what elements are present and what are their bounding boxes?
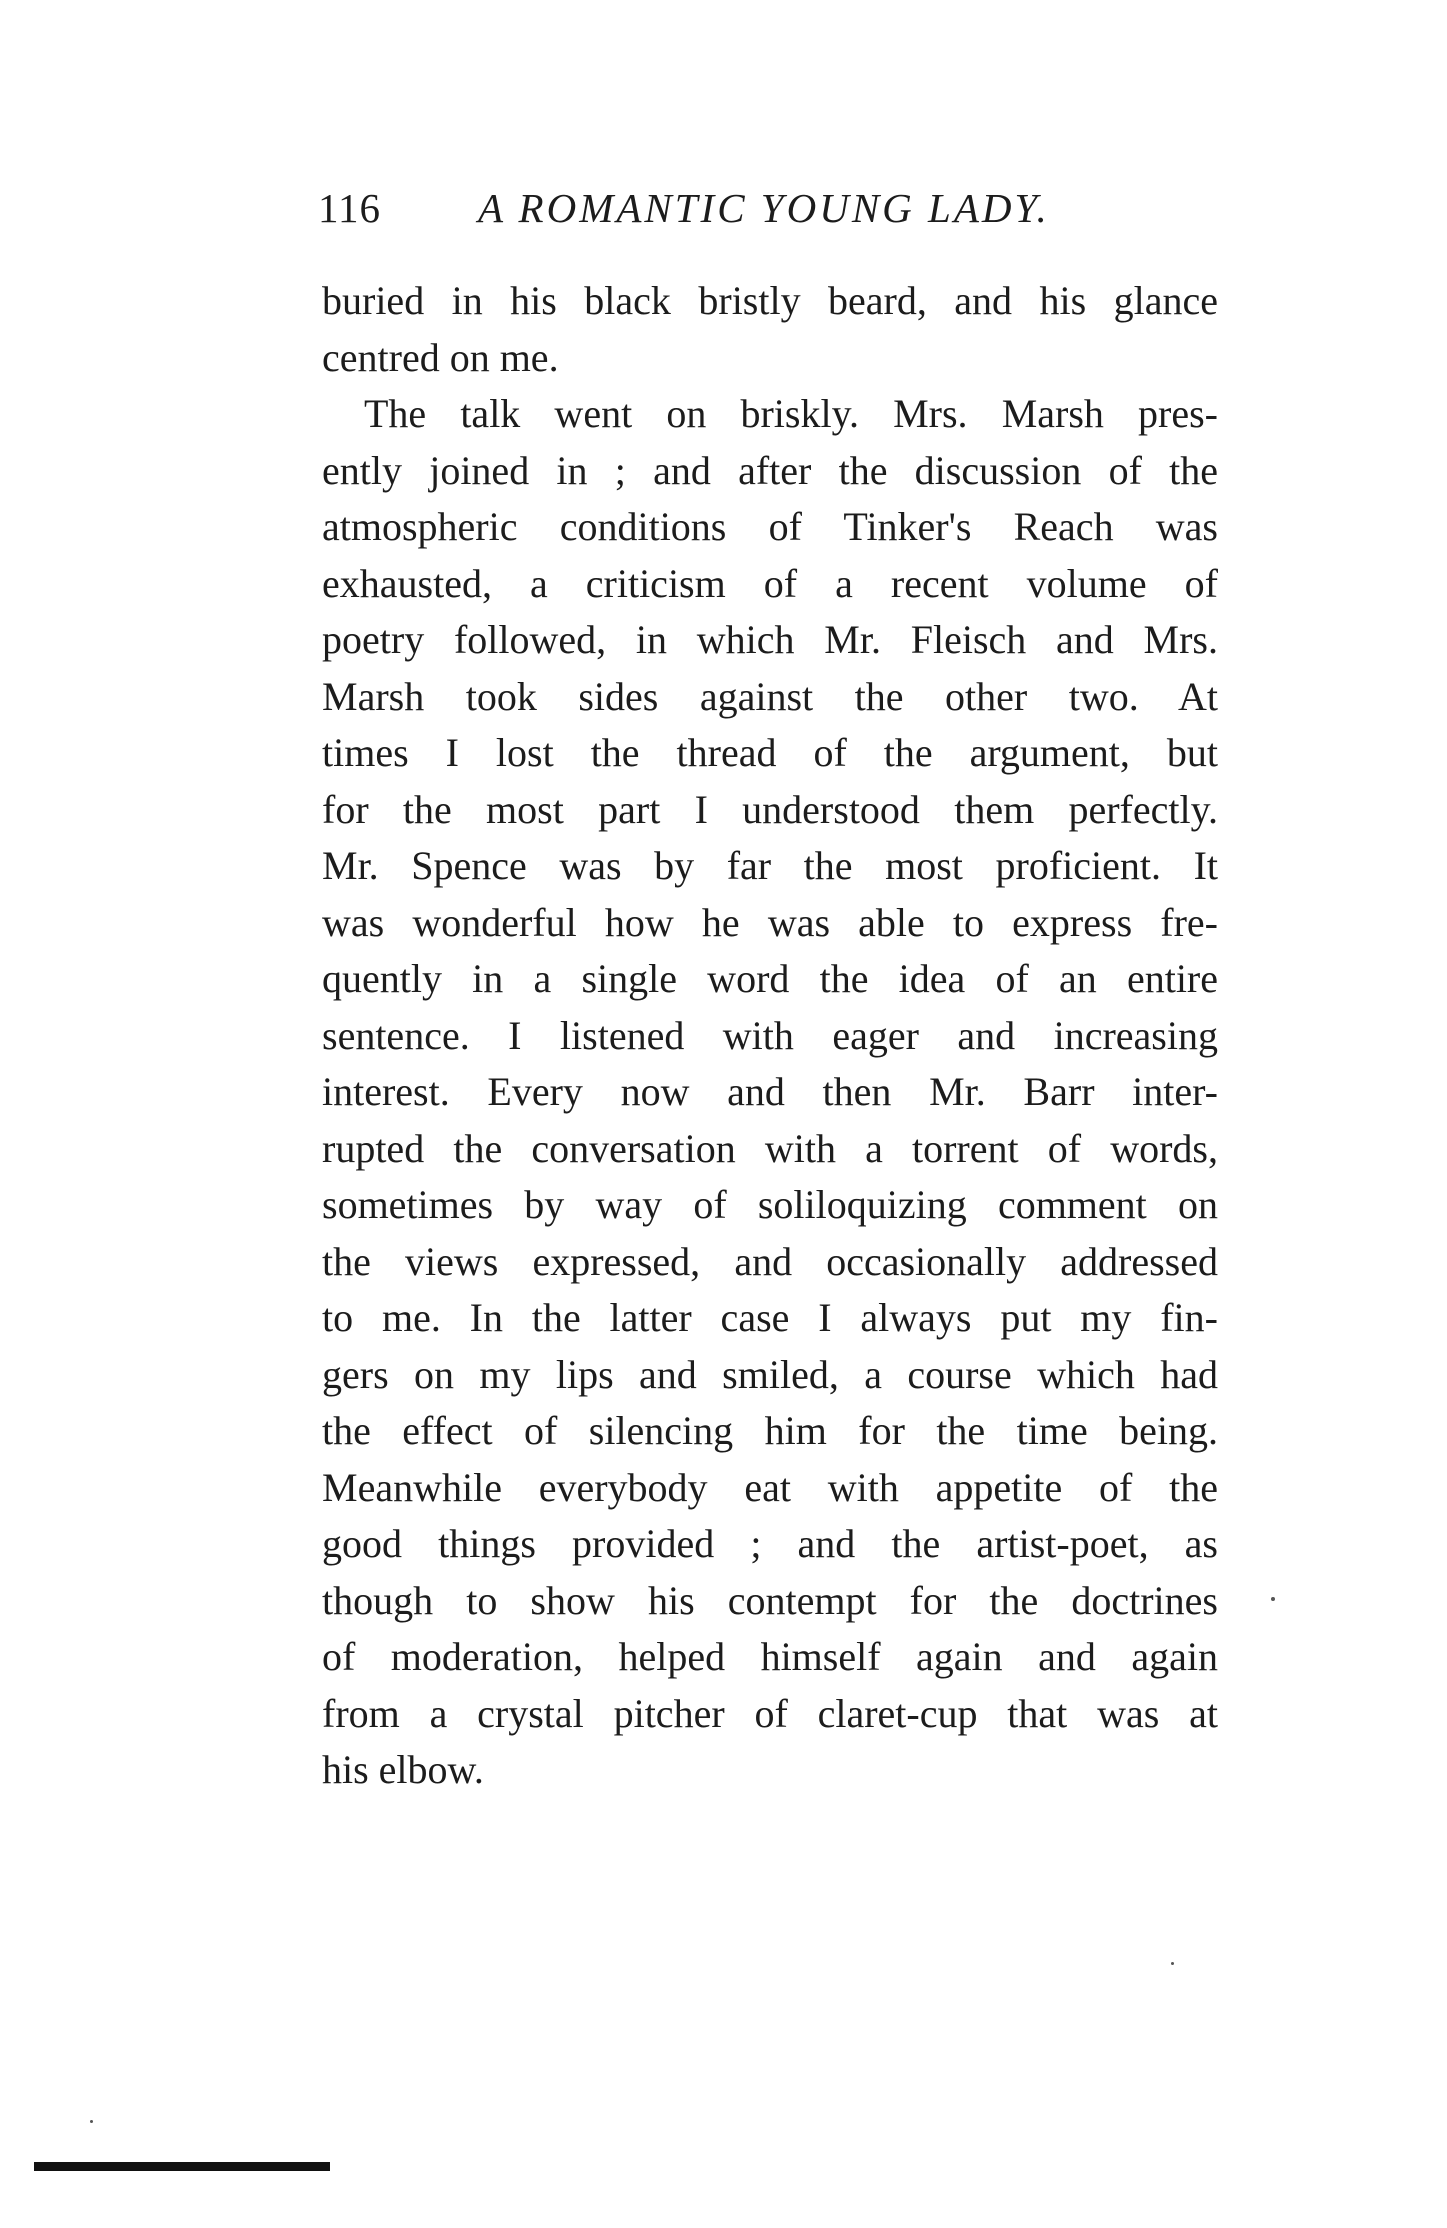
text-line: interest. Every now and then Mr. Barr inter- <box>322 1069 1218 1114</box>
text-line: exhausted, a criticism of a recent volume of <box>322 560 1218 606</box>
text-line: the views expressed, and occasionally addressed <box>322 1238 1218 1284</box>
text-line: his elbow. <box>322 1747 484 1792</box>
text-line: sometimes by way of soliloquizing comment on <box>322 1182 1218 1227</box>
text-line: atmospheric conditions of Tinker's Reach was <box>322 504 1218 549</box>
text-line: buried in his black bristly beard, and his glance <box>322 278 1218 323</box>
text-line: for the most part I understood them perfectly. <box>322 786 1218 832</box>
text-line: Marsh took sides against the other two. At <box>322 673 1218 719</box>
text-line: Meanwhile everybody eat with appetite of the <box>322 1464 1218 1510</box>
text-line: ently joined in ; and after the discussion of the <box>322 447 1218 493</box>
text-line: though to show his contempt for the doctrines <box>322 1577 1218 1623</box>
text-line: sentence. I listened with eager and increasing <box>322 1012 1218 1058</box>
text-line: centred on me. <box>322 334 559 380</box>
text-line: The talk went on briskly. Mrs. Marsh pres- <box>364 391 1218 436</box>
running-head <box>318 178 1218 238</box>
text-line: to me. In the latter case I always put my fin- <box>322 1295 1218 1340</box>
running-title: A ROMANTIC YOUNG LADY. <box>478 185 1050 231</box>
bottom-rule <box>34 2162 330 2171</box>
text-line: quently in a single word the idea of an entire <box>322 956 1218 1001</box>
page-number: 116 <box>318 185 381 231</box>
ink-speck <box>1271 1597 1275 1601</box>
text-line: poetry followed, in which Mr. Fleisch and Mrs. <box>322 617 1218 662</box>
text-line: from a crystal pitcher of claret-cup that was at <box>322 1690 1218 1736</box>
text-line: of moderation, helped himself again and again <box>322 1634 1218 1679</box>
text-line: times I lost the thread of the argument, but <box>322 730 1218 775</box>
text-line: rupted the conversation with a torrent of words, <box>322 1125 1218 1171</box>
text-line: Mr. Spence was by far the most proficient. It <box>322 843 1218 888</box>
text-line: was wonderful how he was able to express fre- <box>322 899 1218 945</box>
ink-speck <box>1171 1962 1174 1965</box>
ink-speck <box>90 2120 93 2123</box>
body-text <box>322 273 1218 1799</box>
text-line: the effect of silencing him for the time being. <box>322 1408 1218 1453</box>
text-line: good things provided ; and the artist-poet, as <box>322 1521 1218 1566</box>
text-line: gers on my lips and smiled, a course which had <box>322 1351 1218 1397</box>
